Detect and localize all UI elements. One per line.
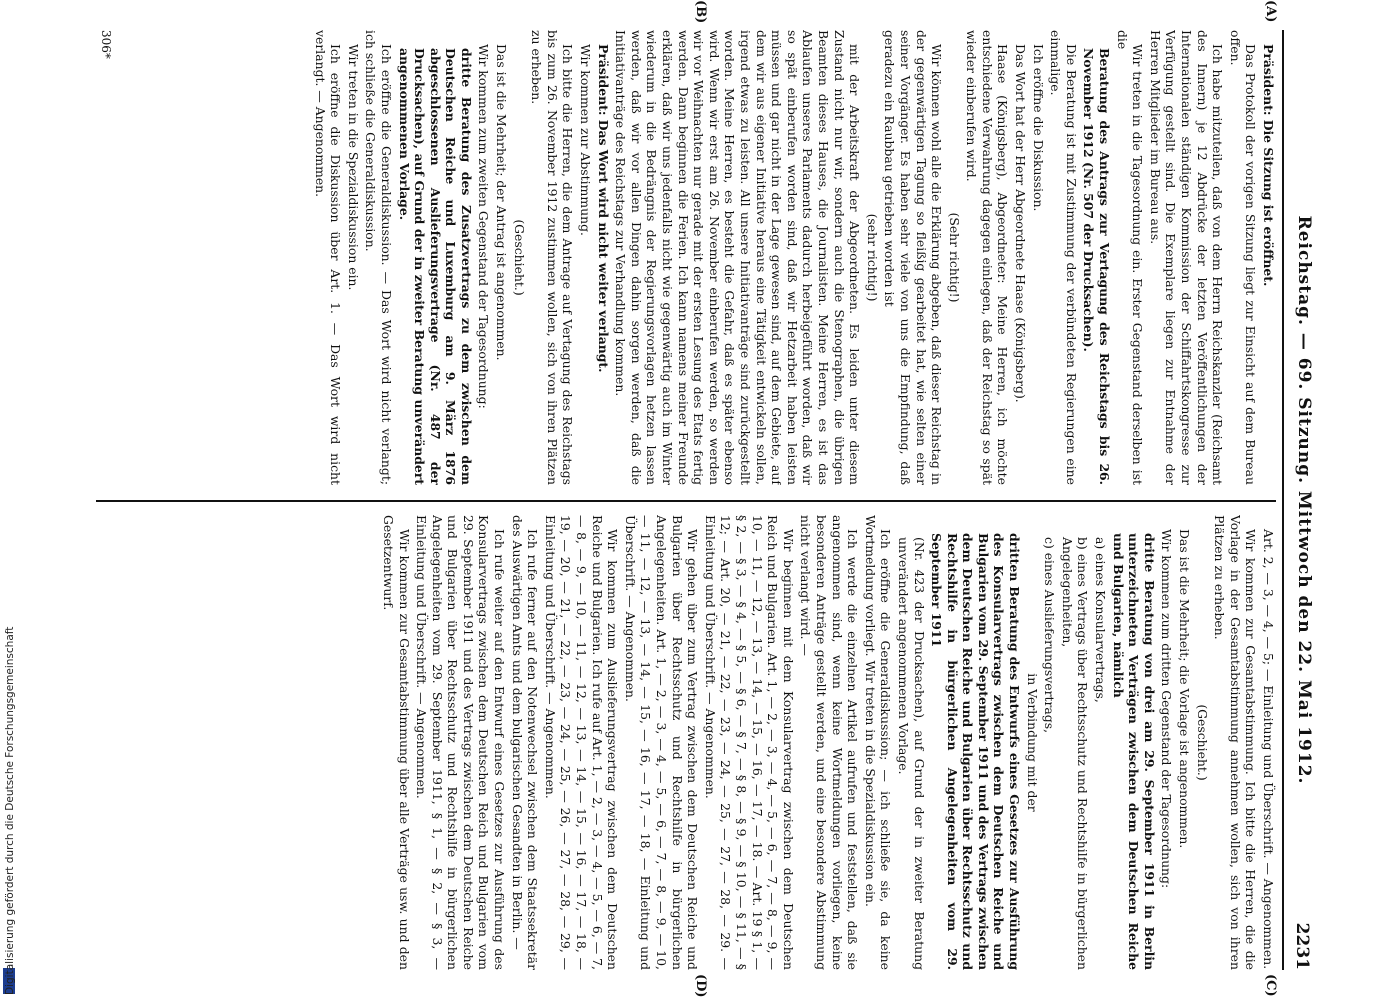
list-item: a) eines Konsularvertrags,	[1093, 537, 1109, 703]
paragraph: Wir kommen zur Gesamtabstimmung über alle Verträge usw. und den Gesetzentwurf.	[380, 515, 412, 970]
paragraph: in Verbindung mit der	[1024, 673, 1040, 812]
column-divider	[96, 500, 1276, 502]
margin-marker-a: (A)	[1263, 0, 1278, 23]
paragraph: Das Wort hat der Herr Abgeordnete Haase (Königsberg).	[1013, 44, 1029, 403]
paragraph: Präsident: Die Sitzung ist eröffnet.	[1261, 44, 1276, 287]
list-item: c) eines Auslieferungsvertrags,	[1042, 537, 1058, 734]
page-number: 2231	[1292, 922, 1312, 970]
digitization-credit: Digitalisierung gefördert durch die Deutsche Forschungsgemeinschaft	[4, 626, 16, 995]
agenda-item: dritten Beratung des Entwurfs eines Gesetzes zur Ausführung des Konsularvertrags zwischen dem Deutschen Reiche und Bulgarien vom 29. September 1911 und des Vertrags zwischen dem Deutschen Reiche und Bulgarien über Rechtsschutz und Rechtshilfe in bürgerlichen Angelegenheiten vom 29. September 1911	[929, 533, 1023, 970]
paragraph: Ich eröffne die Generaldiskussion. — Das Wort wird nicht verlangt; ich schließe die Generaldiskussion.	[363, 30, 394, 485]
interjection: (Sehr richtig!)	[946, 212, 962, 303]
paragraph: Ich rufe ferner auf den Notenwechsel zwischen dem Staatssekretär des Auswärtigen Amts und dem bulgarischen Gesandten in Berlin. —	[509, 515, 541, 970]
paragraph: Ich bitte die Herren, die dem Antrage auf Vertagung des Reichstags bis zum 26. November 1912 zustimmen wollen, sich von ihren Plätzen zu erheben.	[529, 30, 576, 485]
paragraph: Ich werde die einzelnen Artikel aufrufen und feststellen, daß sie angenommen sind, wenn keine Wortmeldungen vorliegen, keine besonderen Anträge gestellt werden, und eine besondere Abstimmung nicht verlangt wird. —	[798, 515, 861, 970]
speech: Haase (Königsberg), Abgeordneter: Meine Herren, ich möchte entschiedene Verwahrung dagegen einlegen, daß der Reichstag so spät wieder einberufen wird.	[964, 30, 1011, 485]
paragraph: Ich rufe weiter auf den Entwurf eines Gesetzes zur Ausführung des Konsularvertrags zwischen dem Deutschen Reich und Bulgarien vom 29. September 1911 und des Vertrags zwischen dem Deutschen Reiche und Bulgarien über Rechtsschutz und Rechtshilfe in bürgerlichen Angelegenheiten vom 29. September 1911, § 1, — § 2, — § 3, — Einleitung und Überschrift. — Angenommen.	[414, 515, 508, 970]
running-title: Reichstag. — 69. Sitzung. Mittwoch den 22. Mai 1912.	[1294, 215, 1314, 785]
paragraph: Wir kommen zum dritten Gegenstand der Tagesordnung:	[1159, 529, 1175, 889]
paragraph: Ich eröffne die Diskussion.	[1030, 44, 1046, 212]
list-item: b) eines Vertrags über Rechtsschutz und Rechtshilfe in bürgerlichen Angelegenheiten,	[1059, 537, 1091, 970]
interjection: (sehr richtig!)	[864, 213, 880, 302]
margin-marker-d: (D)	[693, 974, 708, 998]
paragraph: Wir gehen über zum Vertrag zwischen dem Deutschen Reiche und Bulgarien über Rechtsschutz und Rechtshilfe in bürgerlichen Angelegenheiten. Art. 1, — 2, — 3, — 4, — 5, — 6, — 7, — 8, — 9, — 10, — 11, — 12, — 13, — 14, — 15, — 16, — 17, — 18, — Einleitung und Überschrift. — Angenommen.	[622, 515, 701, 970]
interjection: (Geschieht.)	[511, 219, 527, 296]
paragraph: Art. 2, — 3, — 4, — 5; — Einleitung und Überschrift. — Angenommen.	[1261, 529, 1276, 970]
agenda-item: Beratung des Antrags zur Vertagung des Reichstags bis 26. November 1912 (Nr. 507 der Drucksachen).	[1081, 48, 1113, 485]
agenda-item: dritte Beratung von drei am 29. September 1911 in Berlin unterzeichneten Verträgen zwischen dem Deutschen Reiche und Bulgarien, nämlich	[1110, 533, 1157, 970]
left-column	[96, 30, 1276, 485]
paragraph: Wir kommen zur Gesamtabstimmung. Ich bitte die Herren, die die Vorlage in der Gesamtabstimmung annehmen wollen, sich von ihren Plätzen zu erheben.	[1212, 515, 1259, 970]
speech: Wir können wohl alle die Erklärung abgeben, daß dieser Reichstag in der gegenwärtigen Tagung so fleißig gearbeitet hat, wie selten einer seiner Vorgänger. Es haben sehr viele von uns die Empfindung, daß geradezu ein Raubbau getrieben worden ist	[882, 30, 945, 485]
paragraph: Ich eröffne die Generaldiskussion; — ich schließe sie, da keine Wortmeldung vorliegt. Wir treten in die Spezialdiskussion ein.	[862, 515, 894, 970]
paragraph: Wir beginnen mit dem Konsularvertrag zwischen dem Deutschen Reich und Bulgarien. Art. 1, — 2, — 3, — 4, — 5, — 6, — 7, — 8, — 9, — 10, — 11, — 12, — 13, — 14, — 15, — 16, — 17, — 18. — Art. 19 § 1, — § 2, — § 3, — § 4, — § 5, — § 6, — § 7, — § 8, — § 9, — § 10, — § 11, — § 12; — Art. 20, — 21, — 22, — 23, — 24, — 25, — 27, — 28, — 29. — Einleitung und Überschrift. — Angenommen.	[702, 515, 796, 970]
speech: mit der Arbeitskraft der Abgeordneten. Es leiden unter diesem Zustand nicht nur wir, sondern auch die Stenographen, die übrigen Beamten dieses Hauses, die Journalisten. Meine Herren, es ist das Ablaufen unseres Parlaments dadurch herbeigeführt worden, daß wir so spät einberufen worden sind, daß wir Hetzarbeit haben leisten müssen und gar nicht in der Lage gewesen sind, auf dem Gebiete, auf dem wir aus eigener Initiative heraus eine Tätigkeit entwickeln sollen, irgend etwas zu leisten. All unsere Initiativanträge sind zurückgestellt worden. Meine Herren, es besteht die Gefahr, daß es später ebenso wird. Wenn wir erst am 26. November einberufen werden, so werden wir vor Weihnachten nur gerade mit der ersten Lesung des Etats fertig werden. Dann beginnen die Ferien. Ich kann namens meiner Freunde erklären, daß wir uns jedenfalls nicht wie gegenwärtig auch im Winter wiederum in die Bedrängnis der Regierungsvorlagen hetzen lassen werden, daß wir vor allen Dingen dahin sorgen werden, daß die Initiativanträge des Reichstags zur Verhandlung kommen.	[613, 30, 863, 485]
margin-marker-b: (B)	[693, 0, 708, 24]
paragraph: Wir kommen zur Abstimmung.	[578, 44, 594, 236]
right-column	[96, 515, 1276, 970]
paragraph: Präsident: Das Wort wird nicht weiter verlangt.	[595, 44, 611, 373]
rotated-page	[88, 0, 1318, 998]
paragraph: Das Protokoll der vorigen Sitzung liegt zur Einsicht auf dem Bureau offen.	[1227, 30, 1259, 485]
paragraph: Wir treten in die Spezialdiskussion ein.	[345, 44, 361, 291]
paragraph: Das ist die Mehrheit; der Antrag ist angenommen.	[494, 44, 510, 361]
paragraph: (Nr. 423 der Drucksachen), auf Grund der in zweiter Beratung unverändert angenommenen Vorlage.	[895, 537, 927, 970]
page-header	[1282, 30, 1318, 970]
paragraph: Ich eröffne die Diskussion über Art. 1. — Das Wort wird nicht verlangt. — Angenommen.	[312, 30, 344, 485]
paragraph: Wir kommen zum Auslieferungsvertrag zwischen dem Deutschen Reiche und Bulgarien. Ich rufe auf Art. 1, — 2, — 3, — 4, — 5, — 6, — 7, — 8, — 9, — 10, — 11, — 12, — 13, — 14, — 15, — 16, — 17, — 18, — 19, — 20, — 21, — 22, — 23, — 24, — 25, — 26, — 27, — 28, — 29, — Einleitung und Überschrift. — Angenommen.	[542, 515, 621, 970]
agenda-item: dritte Beratung des Zusatzvertrags zu dem zwischen dem Deutschen Reiche und Luxemburg am 9. März 1876 abgeschlossenen Auslieferungsvertrage (Nr. 487 der Drucksachen), auf Grund der in zweiter Beratung unverändert angenommenen Vorlage.	[396, 48, 474, 485]
signature-mark: 306*	[99, 30, 113, 59]
paragraph: Wir treten in die Tagesordnung ein. Erster Gegenstand derselben ist die	[1114, 30, 1146, 485]
margin-marker-c: (C)	[1263, 974, 1278, 997]
interjection: (Geschieht.)	[1194, 704, 1210, 781]
paragraph: Wir kommen zum zweiten Gegenstand der Tagesordnung:	[476, 44, 492, 409]
paragraph: Ich habe mitzuteilen, daß von dem Herrn Reichskanzler (Reichsamt des Innern) je 12 Abdrücke der letzten Veröffentlichungen der Internationalen ständigen Kommission der Schiffahrtskongresse zur Verfügung gestellt sind. Die Exemplare liegen zur Entnahme der Herren Mitglieder im Bureau aus.	[1147, 30, 1226, 485]
paragraph: Die Beratung ist mit Zustimmung der verbündeten Regierungen eine einmalige.	[1048, 30, 1079, 485]
paragraph: Das ist die Mehrheit; die Vorlage ist angenommen.	[1177, 529, 1193, 849]
